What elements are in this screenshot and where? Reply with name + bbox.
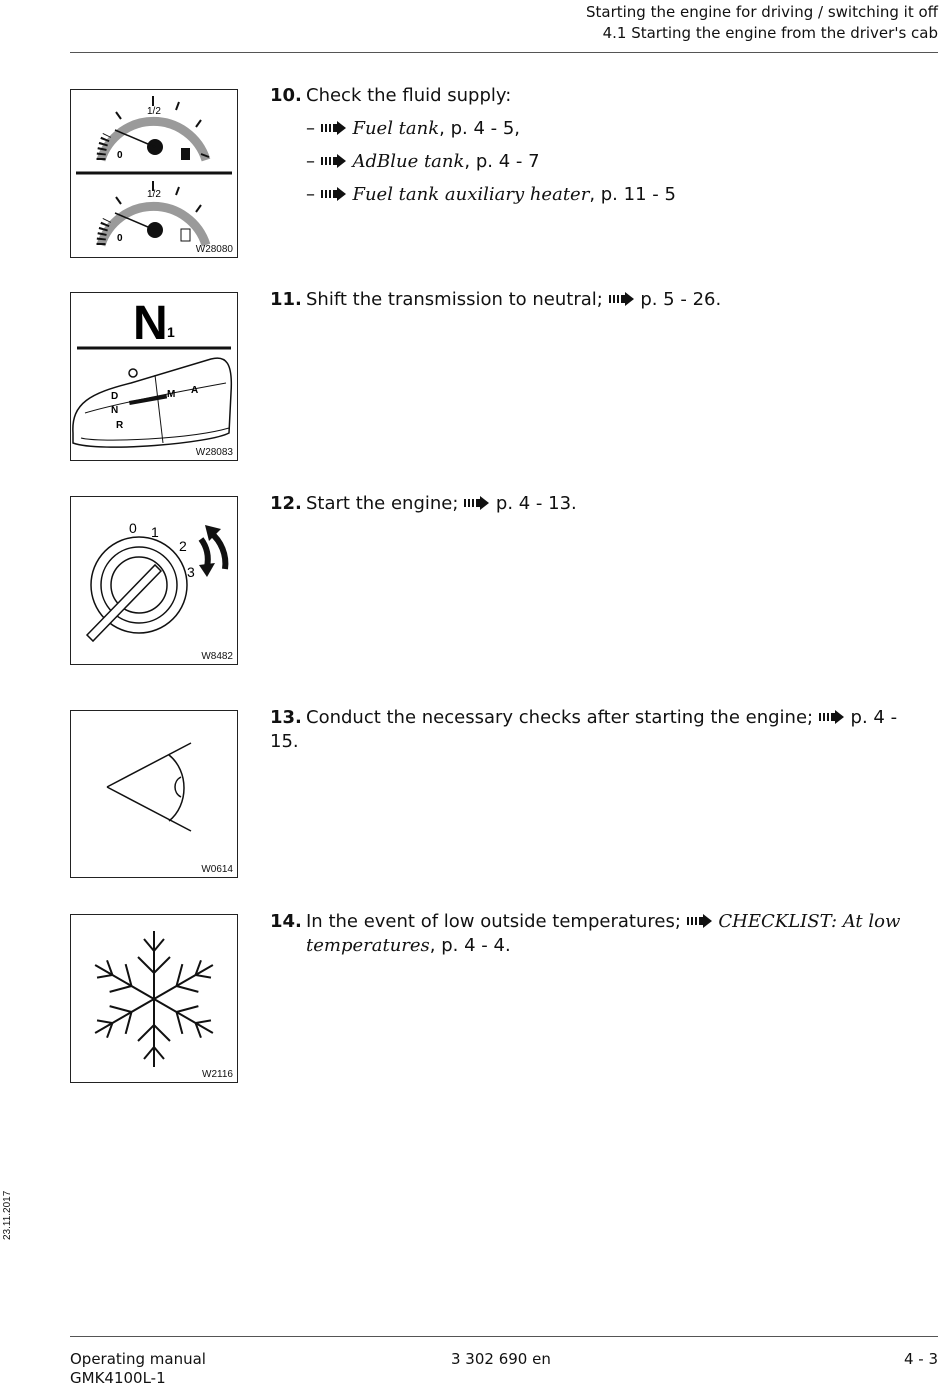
ref-arrow-icon [321,154,347,168]
list-dash: – [306,118,315,139]
footer-doc-number: 3 302 690 en [451,1350,551,1368]
gear-n-label: N [111,405,119,416]
step-10-item-2[interactable] [306,150,540,174]
step-number: 10. [270,85,302,106]
step-number: 14. [270,911,302,932]
step-number: 12. [270,493,302,514]
step-12 [270,492,930,516]
gear-lever-icon [71,293,237,460]
gear-r-label: R [116,420,124,431]
figure-visual-check [70,710,238,878]
list-dash: – [306,151,315,172]
step-10 [270,84,930,108]
footer-page-number: 4 - 3 [903,1350,938,1368]
gauge-half-label: 1/2 [147,189,161,200]
step-text: Conduct the necessary checks after starting the engine; [306,707,814,728]
step-text: In the event of low outside temperatures; [306,911,681,932]
figure-code: W2116 [202,1069,233,1080]
ignition-position-2: 2 [179,538,187,554]
ignition-position-0: 0 [129,520,137,536]
step-11 [270,288,930,312]
eye-check-icon [71,711,237,877]
page-reference-link[interactable]: p. 4 - 15. [270,707,898,752]
step-number: 11. [270,289,302,310]
gear-d-label: D [111,391,119,402]
step-text: Start the engine; [306,493,459,514]
cross-reference-link[interactable]: Fuel tank [352,118,440,139]
footer-doc-type: Operating manual [70,1350,206,1368]
figure-code: W0614 [201,864,233,875]
snowflake-icon [71,915,237,1082]
gauge-zero-label: 0 [117,233,123,244]
list-dash: – [306,184,315,205]
gear-indicator-sub: 1 [167,324,175,340]
step-text: Check the fluid supply: [306,85,512,106]
step-14 [270,910,930,958]
cross-reference-link-cont[interactable]: temperatures [306,935,430,956]
figure-gear-selector [70,292,238,461]
figure-low-temperature [70,914,238,1083]
cross-reference-link[interactable]: Fuel tank auxiliary heater [352,184,590,205]
page-reference-link[interactable]: p. 4 - 13. [495,493,577,514]
ref-arrow-icon [609,292,635,306]
ignition-position-1: 1 [151,524,159,540]
side-date: 23.11.2017 [2,1190,13,1240]
ref-arrow-icon [819,710,845,724]
page-reference: , p. 11 - 5 [589,184,676,205]
ref-arrow-icon [321,187,347,201]
cross-reference-link[interactable]: CHECKLIST: At low [718,911,901,932]
cross-reference-link[interactable]: AdBlue tank [352,151,465,172]
header-rule [70,52,938,53]
figure-ignition-switch [70,496,238,665]
page-reference: , p. 4 - 5, [439,118,521,139]
ignition-position-3: 3 [187,564,195,580]
step-13 [270,706,930,754]
page-reference-link[interactable]: p. 5 - 26. [640,289,722,310]
step-10-item-3[interactable] [306,183,676,207]
page-reference: , p. 4 - 7 [464,151,540,172]
figure-code: W8482 [201,651,233,662]
footer-rule [70,1336,938,1337]
fuel-gauge-icon [71,90,237,257]
page-reference: , p. 4 - 4. [429,935,511,956]
gear-indicator: N [133,297,168,350]
figure-code: W28083 [195,447,233,458]
step-10-item-1[interactable] [306,117,520,141]
header-section-title: 4.1 Starting the engine from the driver's cab [602,24,938,42]
step-number: 13. [270,707,302,728]
mode-m-label: M [167,389,176,400]
header-chapter-title: Starting the engine for driving / switching it off [585,3,938,21]
ref-arrow-icon [687,914,713,928]
ignition-key-icon [71,497,237,664]
ref-arrow-icon [321,121,347,135]
figure-code: W28080 [195,244,233,255]
mode-a-label: A [191,385,199,396]
ref-arrow-icon [464,496,490,510]
gauge-zero-label: 0 [117,150,123,161]
figure-fuel-gauges [70,89,238,258]
footer-model: GMK4100L-1 [70,1369,166,1387]
step-text: Shift the transmission to neutral; [306,289,603,310]
gauge-half-label: 1/2 [147,106,161,117]
